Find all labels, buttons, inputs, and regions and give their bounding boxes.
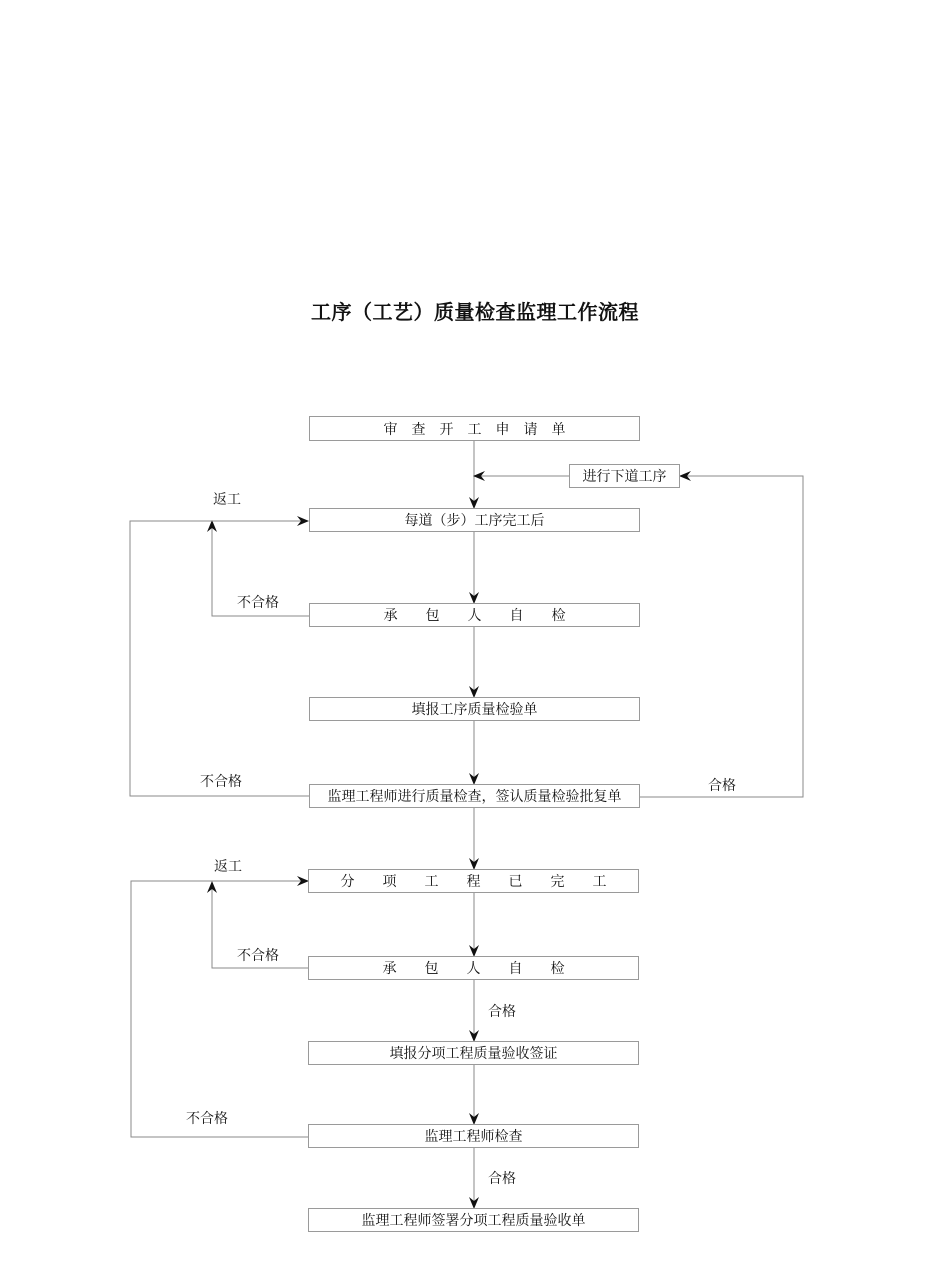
node-review-start-application: 审 查 开 工 申 请 单 — [309, 416, 640, 441]
label-rework-1: 返工 — [213, 492, 241, 508]
edge-fail-engineer-rework — [130, 521, 309, 796]
label-fail-4: 不合格 — [186, 1111, 228, 1127]
node-engineer-check: 监理工程师检查 — [308, 1124, 639, 1148]
node-engineer-quality-check: 监理工程师进行质量检查，签认质量检验批复单 — [309, 784, 640, 808]
label-pass-1: 合格 — [708, 778, 736, 794]
node-engineer-sign-acceptance: 监理工程师签署分项工程质量验收单 — [308, 1208, 639, 1232]
node-contractor-self-check-1: 承 包 人 自 检 — [309, 603, 640, 627]
label-fail-2: 不合格 — [200, 774, 242, 790]
node-next-process: 进行下道工序 — [569, 464, 680, 488]
label-fail-1: 不合格 — [237, 595, 279, 611]
node-fill-process-inspection: 填报工序质量检验单 — [309, 697, 640, 721]
page-title: 工序（工艺）质量检查监理工作流程 — [311, 300, 639, 324]
label-pass-3: 合格 — [488, 1171, 516, 1187]
edge-fail-check-rework — [131, 881, 309, 1137]
label-rework-2: 返工 — [214, 859, 242, 875]
node-subitem-completed: 分 项 工 程 已 完 工 — [308, 869, 639, 893]
node-after-each-step: 每道（步）工序完工后 — [309, 508, 640, 532]
label-fail-3: 不合格 — [237, 948, 279, 964]
node-contractor-self-check-2: 承 包 人 自 检 — [308, 956, 639, 980]
node-fill-subitem-acceptance: 填报分项工程质量验收签证 — [308, 1041, 639, 1065]
label-pass-2: 合格 — [488, 1004, 516, 1020]
edge-pass-to-next-process — [639, 476, 803, 797]
